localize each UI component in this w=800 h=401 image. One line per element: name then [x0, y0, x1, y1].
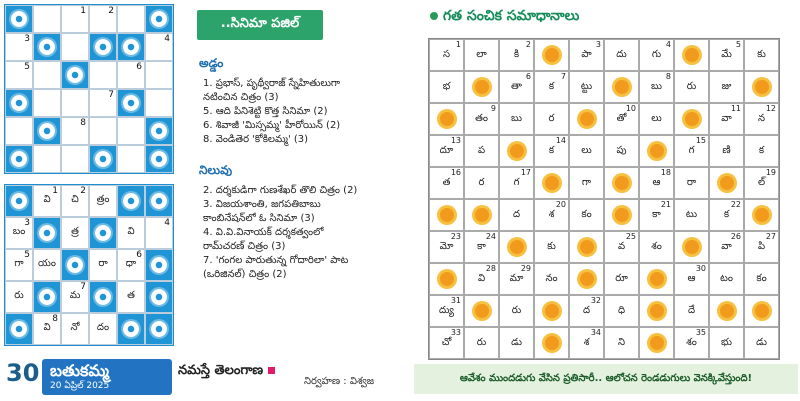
answer-cell: రు: [674, 71, 709, 103]
grid-cell[interactable]: త్రం: [89, 185, 117, 217]
answer-number: 21: [660, 200, 671, 209]
puzzle-title: ..సినిమా పజిల్: [220, 16, 300, 31]
answer-cell: కి 2: [499, 39, 534, 71]
answer-cell: గ 15: [674, 135, 709, 167]
answer-number: 13: [450, 136, 461, 145]
answer-cell: మా 29: [499, 263, 534, 295]
flower-icon: [151, 289, 167, 305]
answer-cell: క 7: [534, 71, 569, 103]
grid-cell[interactable]: [117, 117, 145, 145]
answer-number: 17: [520, 168, 531, 177]
blocked-cell: [117, 185, 145, 217]
answer-cell: వ 25: [604, 231, 639, 263]
blocked-cell: [145, 117, 173, 145]
sun-icon: [545, 336, 559, 350]
down-heading: నిలువు: [199, 163, 233, 177]
answer-cell: క 14: [534, 135, 569, 167]
sun-icon: [510, 240, 524, 254]
grid-cell[interactable]: 2: [89, 5, 117, 33]
grid-cell[interactable]: [33, 89, 61, 117]
grid-cell[interactable]: 1: [61, 5, 89, 33]
crossword-grid-empty: [4, 4, 174, 174]
answer-cell: క 22: [709, 199, 744, 231]
answer-cell: ద 32: [569, 295, 604, 327]
blocked-cell: [89, 33, 117, 61]
blocked-cell: [61, 61, 89, 89]
answer-number: 27: [765, 232, 776, 241]
answer-cell: రు: [464, 327, 499, 359]
sun-cell: [534, 295, 569, 327]
across-heading: అడ్డం: [199, 56, 224, 70]
answer-cell: లా: [464, 39, 499, 71]
flower-icon: [95, 225, 111, 241]
sun-cell: [569, 103, 604, 135]
grid-cell[interactable]: 5: [5, 61, 33, 89]
answer-cell: క: [744, 135, 779, 167]
answer-number: 29: [520, 264, 531, 273]
grid-cell[interactable]: 7: [89, 89, 117, 117]
sun-icon: [580, 112, 594, 126]
grid-cell[interactable]: [145, 61, 173, 89]
grid-cell[interactable]: దం: [89, 313, 117, 345]
grid-cell[interactable]: 3 బం: [5, 217, 33, 249]
answer-cell: ణి: [709, 135, 744, 167]
answer-number: 26: [730, 232, 741, 241]
flower-icon: [11, 11, 27, 27]
answer-cell: దే: [674, 295, 709, 327]
answer-cell: నం: [534, 263, 569, 295]
answer-cell: తం 9: [464, 103, 499, 135]
blocked-cell: [117, 313, 145, 345]
sun-icon: [650, 304, 664, 318]
grid-cell[interactable]: [61, 89, 89, 117]
answer-number: 22: [730, 200, 741, 209]
answer-cell: శ 34: [569, 327, 604, 359]
answer-cell: దు: [604, 39, 639, 71]
flower-icon: [123, 193, 139, 209]
grid-cell[interactable]: [89, 61, 117, 89]
answer-number: 19: [765, 168, 776, 177]
grid-cell[interactable]: నో: [61, 313, 89, 345]
clue-text: 2. దర్శకుడిగా గుణశేఖర్ తొలి చిత్రం (2): [203, 185, 358, 196]
flower-icon: [95, 289, 111, 305]
answer-cell: న 12: [744, 103, 779, 135]
answer-cell: ఆ 18: [639, 167, 674, 199]
answer-cell: మో 23: [429, 231, 464, 263]
answer-cell: కం: [744, 263, 779, 295]
answer-cell: భ: [429, 71, 464, 103]
answer-cell: గ 17: [499, 167, 534, 199]
grid-cell[interactable]: 6 ధా: [117, 249, 145, 281]
answer-number: 35: [695, 328, 706, 337]
sun-icon: [615, 208, 629, 222]
answer-cell: బు 8: [639, 71, 674, 103]
answer-cell: టం: [709, 263, 744, 295]
blocked-cell: [5, 89, 33, 117]
answers-section: [406, 0, 800, 401]
sun-icon: [545, 48, 559, 62]
answer-cell: శ 20: [534, 199, 569, 231]
grid-cell[interactable]: [61, 145, 89, 173]
answer-cell: వా 11: [709, 103, 744, 135]
answer-number: 34: [590, 328, 601, 337]
clue-text: 8. వెండితెర 'కోకిలమ్మ' (3): [203, 134, 309, 145]
blocked-cell: [145, 249, 173, 281]
blocked-cell: [33, 117, 61, 145]
flower-icon: [11, 151, 27, 167]
clue-text: 6. శివాజీ 'మిస్సమ్మ' హీరోయిన్ (2): [203, 120, 341, 131]
flower-icon: [151, 123, 167, 139]
sun-cell: [639, 295, 674, 327]
clue-text: 3. విజయశాంతి, జగపతిబాబు: [203, 199, 321, 210]
grid-cell[interactable]: [33, 5, 61, 33]
answer-cell: శం 35: [674, 327, 709, 359]
answer-cell: ఆ 30: [674, 263, 709, 295]
sun-icon: [440, 208, 454, 222]
blocked-cell: [145, 281, 173, 313]
answer-number: 12: [765, 104, 776, 113]
answer-cell: ర: [464, 167, 499, 199]
grid-cell[interactable]: యం: [33, 249, 61, 281]
answer-cell: రూ: [604, 263, 639, 295]
answer-number: 25: [625, 232, 636, 241]
sun-icon: [685, 240, 699, 254]
sun-icon: [685, 48, 699, 62]
answer-cell: శం: [639, 231, 674, 263]
flower-icon: [11, 193, 27, 209]
paper-name: నమస్తే తెలంగాణ: [178, 363, 275, 381]
sun-icon: [615, 80, 629, 94]
blocked-cell: [33, 217, 61, 249]
flower-icon: [151, 193, 167, 209]
issue-date: 20 ఏప్రిల్ 2025: [50, 381, 110, 391]
answer-cell: కం: [569, 199, 604, 231]
grid-cell[interactable]: 4: [145, 217, 173, 249]
answer-number: 10: [625, 104, 636, 113]
grid-cell[interactable]: రు: [5, 281, 33, 313]
grid-cell[interactable]: [33, 145, 61, 173]
grid-cell[interactable]: [33, 61, 61, 89]
answer-cell: వి 28: [464, 263, 499, 295]
answer-number: 4: [665, 40, 671, 49]
answer-number: 20: [555, 200, 566, 209]
sun-cell: [464, 295, 499, 327]
grid-cell[interactable]: 4: [145, 33, 173, 61]
blocked-cell: [5, 185, 33, 217]
flower-icon: [39, 39, 55, 55]
answer-cell: దూ 13: [429, 135, 464, 167]
blocked-cell: [145, 145, 173, 173]
page-number: 30: [6, 359, 40, 387]
sun-cell: [744, 295, 779, 327]
grid-cell[interactable]: [89, 117, 117, 145]
answer-number: 24: [485, 232, 496, 241]
clue-text: 5. ఆది పినిశెట్టి కొత్త సినిమా (2): [203, 106, 328, 117]
sun-cell: [709, 295, 744, 327]
flower-icon: [11, 95, 27, 111]
sun-cell: [639, 263, 674, 295]
sun-cell: [639, 327, 674, 359]
grid-cell[interactable]: వి: [117, 217, 145, 249]
blocked-cell: [145, 5, 173, 33]
grid-cell[interactable]: [61, 33, 89, 61]
clue-text: (ఒరిజినల్) చిత్రం (2): [203, 269, 287, 280]
answer-cell: పు: [604, 135, 639, 167]
answer-number: 15: [695, 136, 706, 145]
sun-cell: [534, 327, 569, 359]
answer-cell: కు: [744, 39, 779, 71]
blocked-cell: [89, 281, 117, 313]
grid-cell[interactable]: [145, 89, 173, 117]
answer-number: 6: [525, 72, 531, 81]
sun-cell: [569, 231, 604, 263]
grid-cell[interactable]: త్ర: [61, 217, 89, 249]
sun-icon: [650, 272, 664, 286]
flower-icon: [39, 225, 55, 241]
answer-cell: డు: [499, 327, 534, 359]
credit-text: నిర్వహణ : విశ్వజ: [304, 376, 375, 387]
brand-badge: [42, 359, 172, 395]
crossword-grid-filled: [4, 184, 174, 346]
grid-cell[interactable]: 3: [5, 33, 33, 61]
grid-cell[interactable]: 2 చి: [61, 185, 89, 217]
answer-cell: ధి: [604, 295, 639, 327]
answer-number: 32: [590, 296, 601, 305]
blocked-cell: [5, 5, 33, 33]
answer-cell: స 1: [429, 39, 464, 71]
puzzle-title-box: [197, 10, 323, 40]
sun-icon: [510, 144, 524, 158]
answer-cell: గు 4: [639, 39, 674, 71]
answer-number: 18: [660, 168, 671, 177]
clue-text: 4. వి.వి.వినాయక్ దర్శకత్వంలో: [203, 227, 324, 238]
clue-text: 7. 'గంగల పారుతున్న గోదారిలా' పాట: [203, 255, 349, 266]
answer-cell: రు: [499, 295, 534, 327]
answer-cell: లు: [569, 135, 604, 167]
answer-cell: లు: [639, 103, 674, 135]
answer-cell: మే 5: [709, 39, 744, 71]
sun-icon: [685, 112, 699, 126]
grid-cell[interactable]: [117, 145, 145, 173]
sun-icon: [440, 112, 454, 126]
answer-cell: రా: [674, 167, 709, 199]
grid-cell[interactable]: 5 గా: [5, 249, 33, 281]
flower-icon: [151, 151, 167, 167]
grid-cell[interactable]: రా: [89, 249, 117, 281]
answer-number: 28: [485, 264, 496, 273]
answer-cell: త 16: [429, 167, 464, 199]
flower-icon: [151, 11, 167, 27]
answer-cell: కు: [534, 231, 569, 263]
answer-number: 23: [450, 232, 461, 241]
sun-icon: [755, 208, 769, 222]
flower-icon: [67, 67, 83, 83]
answer-cell: తా 6: [499, 71, 534, 103]
grid-cell[interactable]: [117, 5, 145, 33]
sun-icon: [580, 272, 594, 286]
clue-text: నటించిన చిత్రం (3): [203, 92, 279, 103]
answer-cell: టు: [674, 199, 709, 231]
answer-cell: భు: [709, 327, 744, 359]
answer-cell: కా 24: [464, 231, 499, 263]
brand-name: బతుకమ్మ: [50, 361, 110, 380]
answer-cell: బు: [499, 103, 534, 135]
answer-cell: ర: [534, 103, 569, 135]
sun-cell: [604, 167, 639, 199]
flower-icon: [123, 321, 139, 337]
sun-icon: [545, 304, 559, 318]
answer-cell: కా 21: [639, 199, 674, 231]
sun-icon: [755, 80, 769, 94]
grid-cell[interactable]: 8: [61, 117, 89, 145]
answer-cell: తో 10: [604, 103, 639, 135]
blocked-cell: [33, 281, 61, 313]
answer-number: 7: [560, 72, 566, 81]
blocked-cell: [145, 185, 173, 217]
grid-cell[interactable]: త: [117, 281, 145, 313]
quote-banner: ఆవేశం ముందడుగు వేసిన ప్రతిసారీ.. ఆలోచన రెండడుగులు వెనక్కివేస్తుంది!: [414, 364, 798, 394]
sun-icon: [580, 240, 594, 254]
flower-icon: [39, 289, 55, 305]
answer-cell: ప: [464, 135, 499, 167]
page-footer: [0, 355, 400, 401]
grid-cell[interactable]: 8 వి: [33, 313, 61, 345]
clue-text: రామ్‌చరణ్ చిత్రం (3): [203, 241, 286, 252]
sun-icon: [545, 176, 559, 190]
clue-text: 1. ప్రభాస్, పృథ్వీరాజ్ స్నేహితులుగా: [203, 78, 341, 89]
answer-cell: ద్యు 31: [429, 295, 464, 327]
answer-number: 33: [450, 328, 461, 337]
answer-cell: గా: [569, 167, 604, 199]
sun-icon: [475, 304, 489, 318]
flower-icon: [95, 151, 111, 167]
flower-icon: [123, 39, 139, 55]
blocked-cell: [33, 33, 61, 61]
sun-icon: [650, 336, 664, 350]
flower-icon: [151, 257, 167, 273]
flower-icon: [123, 95, 139, 111]
sun-icon: [720, 304, 734, 318]
blocked-cell: [145, 313, 173, 345]
answer-number: 16: [450, 168, 461, 177]
answer-cell: ల్ 19: [744, 167, 779, 199]
answer-number: 11: [730, 104, 741, 113]
blocked-cell: [89, 217, 117, 249]
answer-cell: పా 3: [569, 39, 604, 71]
answer-number: 8: [665, 72, 671, 81]
sun-icon: [440, 272, 454, 286]
answer-number: 1: [455, 40, 461, 49]
answer-number: 31: [450, 296, 461, 305]
sun-icon: [475, 80, 489, 94]
clue-text: కాంబినేషన్‌లో ఓ సినిమా (3): [203, 213, 315, 224]
blocked-cell: [117, 33, 145, 61]
blocked-cell: [61, 249, 89, 281]
sun-cell: [674, 39, 709, 71]
flower-icon: [39, 123, 55, 139]
answer-cell: పి 27: [744, 231, 779, 263]
answers-title: గత సంచిక సమాధానాలు: [430, 8, 579, 27]
blocked-cell: [117, 89, 145, 117]
blocked-cell: [5, 145, 33, 173]
answers-grid: [428, 38, 780, 360]
flower-icon: [151, 321, 167, 337]
answer-number: 5: [735, 40, 741, 49]
clues-panel: [197, 10, 397, 282]
sun-icon: [650, 144, 664, 158]
sun-icon: [720, 176, 734, 190]
sun-icon: [755, 304, 769, 318]
flower-icon: [95, 39, 111, 55]
grid-cell[interactable]: 1 వి: [33, 185, 61, 217]
answer-cell: చో 33: [429, 327, 464, 359]
sun-icon: [615, 176, 629, 190]
answer-cell: వా 26: [709, 231, 744, 263]
blocked-cell: [5, 313, 33, 345]
answer-cell: ని: [604, 327, 639, 359]
answer-number: 9: [490, 104, 496, 113]
sun-icon: [475, 208, 489, 222]
answer-cell: డు: [744, 327, 779, 359]
flower-icon: [67, 257, 83, 273]
answer-number: 14: [555, 136, 566, 145]
grid-cell[interactable]: [5, 117, 33, 145]
blocked-cell: [89, 145, 117, 173]
answer-cell: ట్టు: [569, 71, 604, 103]
answer-number: 2: [525, 40, 531, 49]
answer-cell: ద: [499, 199, 534, 231]
answer-number: 30: [695, 264, 706, 273]
answer-cell: జు: [709, 71, 744, 103]
answer-number: 3: [595, 40, 601, 49]
grid-cell[interactable]: 7 మ: [61, 281, 89, 313]
flower-icon: [11, 321, 27, 337]
grid-cell[interactable]: 6: [117, 61, 145, 89]
